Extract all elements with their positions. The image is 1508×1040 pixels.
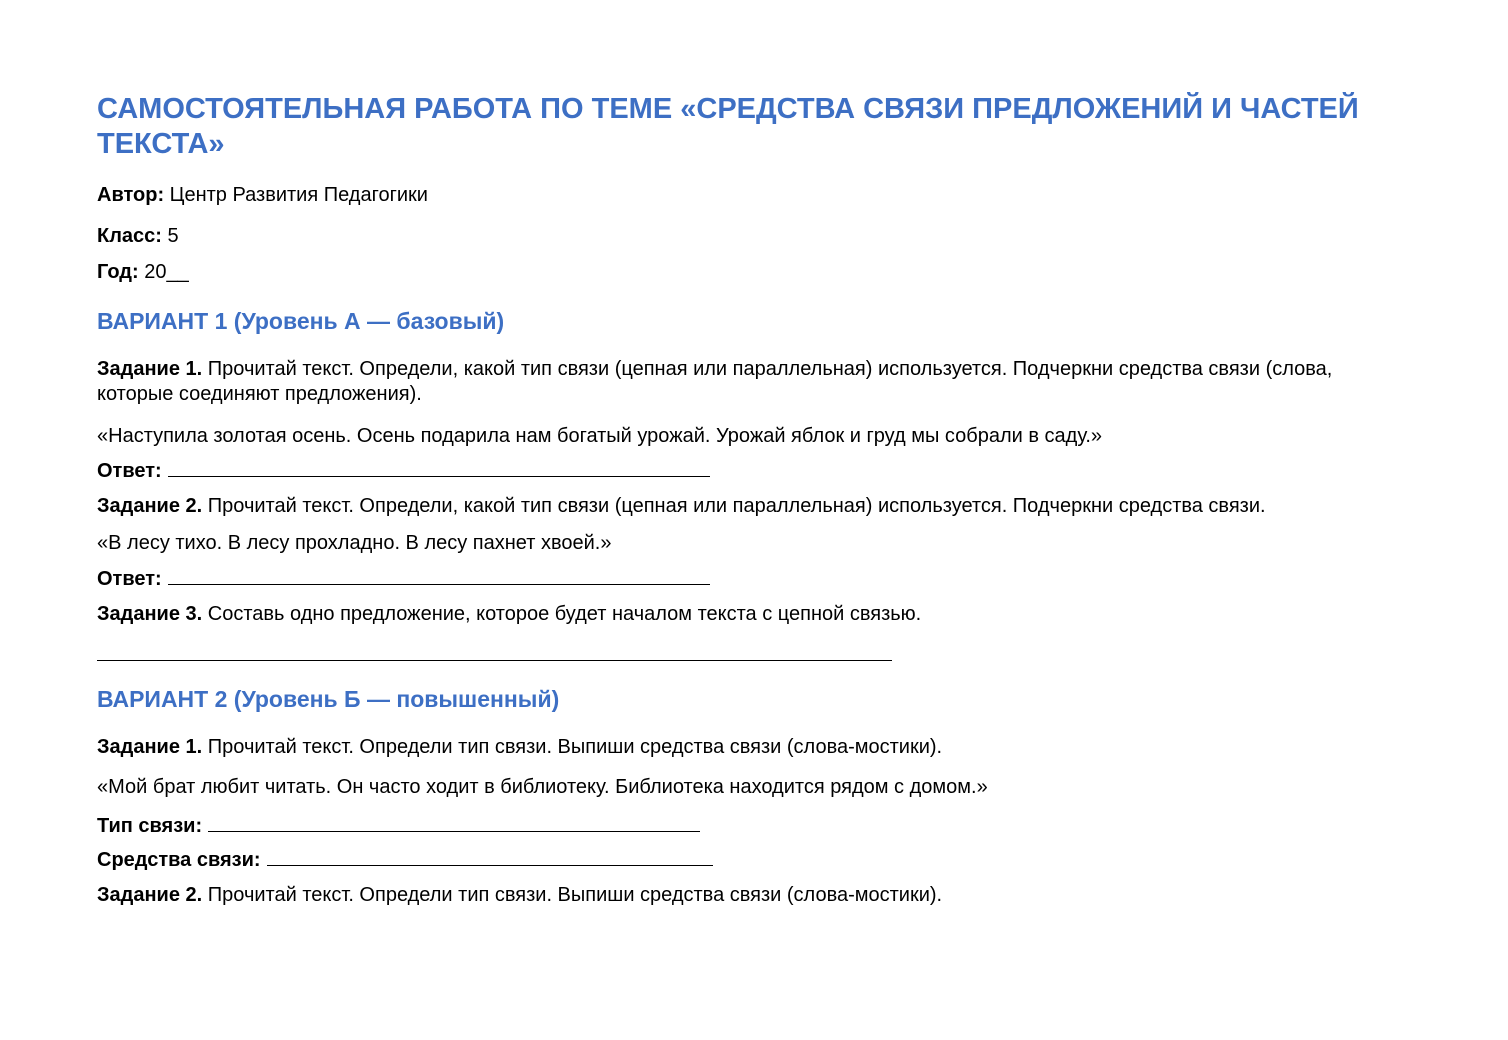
v2-means-blank[interactable]	[267, 847, 713, 866]
v2-task1	[97, 735, 1387, 760]
variant1-heading: ВАРИАНТ 1 (Уровень А — базовый)	[97, 308, 505, 334]
v1-answer2	[97, 566, 1387, 592]
class-value: 5	[167, 225, 179, 247]
v2-task2	[97, 883, 1387, 908]
v1-task2-text: Прочитай текст. Определи, какой тип связи (цепная или параллельная) используется. Подчеркни средства связи.	[207, 495, 1266, 517]
v1-task1-quote: «Наступила золотая осень. Осень подарила нам богатый урожай. Урожай яблок и груд мы собрали в саду.»	[97, 425, 1103, 447]
year-label: Год:	[97, 261, 139, 283]
author-value: Центр Развития Педагогики	[169, 184, 428, 206]
author-line	[97, 183, 428, 207]
v1-answer1-label: Ответ:	[97, 460, 162, 482]
variant2-heading: ВАРИАНТ 2 (Уровень Б — повышенный)	[97, 686, 560, 712]
v1-answer1-blank[interactable]	[168, 458, 710, 477]
v1-answer2-blank[interactable]	[168, 566, 710, 585]
class-label: Класс:	[97, 225, 162, 247]
v1-answer2-label: Ответ:	[97, 568, 162, 590]
v2-means-line	[97, 847, 1387, 873]
v2-task2-text: Прочитай текст. Определи тип связи. Выпиши средства связи (слова-мостики).	[207, 884, 943, 906]
v1-task2	[97, 494, 1387, 519]
v2-task1-label: Задание 1.	[97, 736, 203, 758]
v2-type-line	[97, 813, 1387, 839]
year-line	[97, 260, 189, 284]
v1-task3-answer-blank[interactable]	[97, 660, 892, 661]
v1-task2-label: Задание 2.	[97, 495, 203, 517]
v1-task1	[97, 357, 1387, 407]
v1-task3	[97, 602, 1387, 627]
document-title: САМОСТОЯТЕЛЬНАЯ РАБОТА ПО ТЕМЕ «СРЕДСТВА СВЯЗИ ПРЕДЛОЖЕНИЙ И ЧАСТЕЙ ТЕКСТА»	[97, 93, 1359, 160]
v2-task1-text: Прочитай текст. Определи тип связи. Выпиши средства связи (слова-мостики).	[207, 736, 943, 758]
v2-type-label: Тип связи:	[97, 815, 203, 837]
v2-means-label: Средства связи:	[97, 849, 261, 871]
year-value: 20__	[144, 261, 189, 283]
v1-task1-text: Прочитай текст. Определи, какой тип связи (цепная или параллельная) используется. Подчеркни средства связи (слова, которые соединяют предложения).	[97, 358, 1333, 405]
v1-task2-quote: «В лесу тихо. В лесу прохладно. В лесу пахнет хвоей.»	[97, 532, 612, 554]
v2-task2-label: Задание 2.	[97, 884, 203, 906]
class-line	[97, 224, 179, 248]
v2-task1-quote: «Мой брат любит читать. Он часто ходит в библиотеку. Библиотека находится рядом с домом.»	[97, 776, 988, 798]
v1-answer1	[97, 458, 1387, 484]
v1-task3-text: Составь одно предложение, которое будет началом текста с цепной связью.	[207, 603, 922, 625]
author-label: Автор:	[97, 184, 165, 206]
v1-task1-label: Задание 1.	[97, 358, 203, 380]
v2-type-blank[interactable]	[208, 813, 700, 832]
v1-task3-label: Задание 3.	[97, 603, 203, 625]
